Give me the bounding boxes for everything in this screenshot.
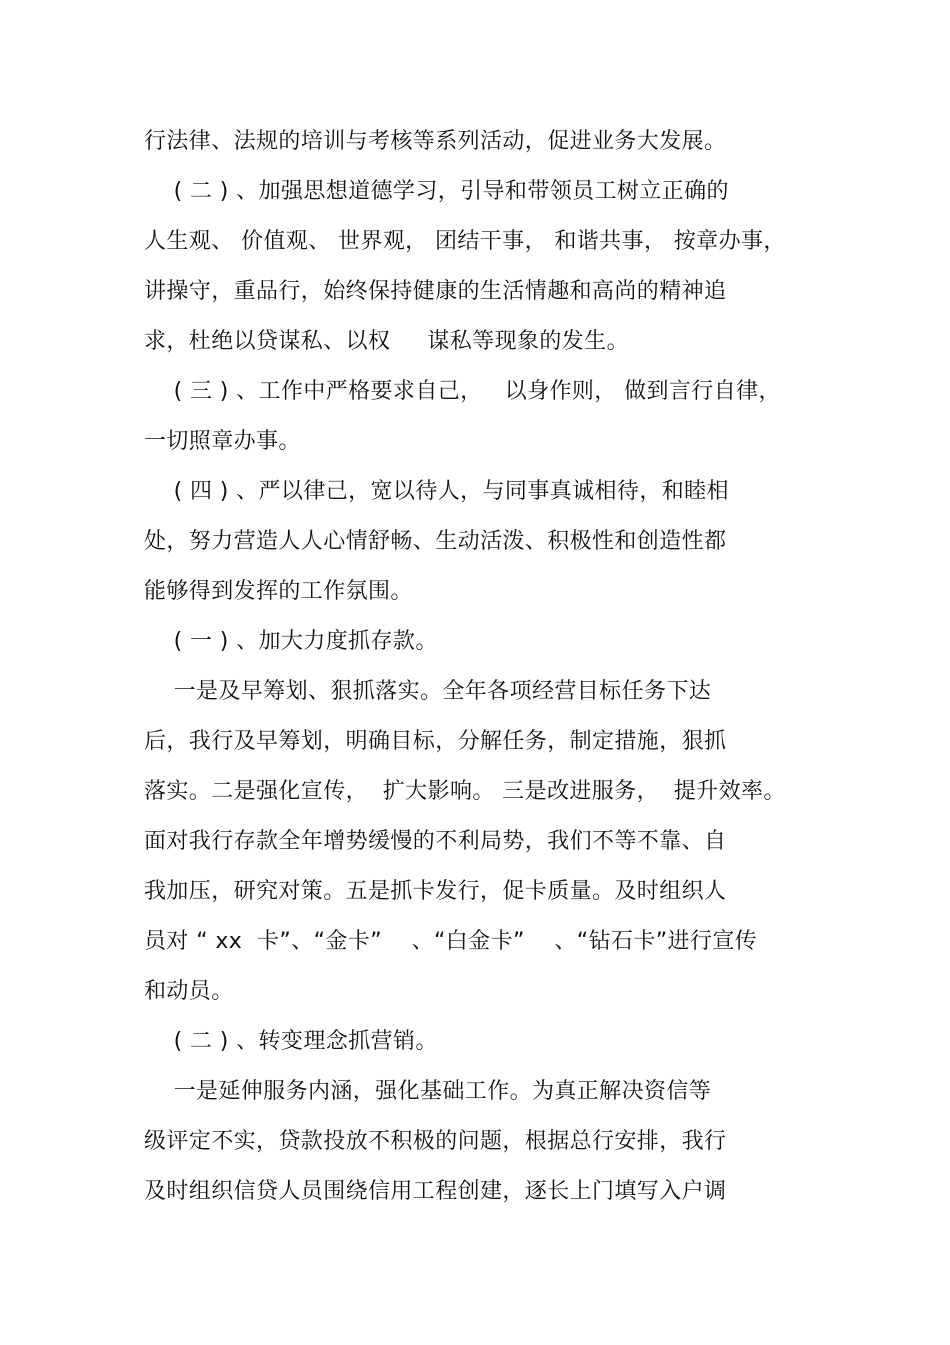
- text-line: 和动员。: [144, 979, 234, 1004]
- text-line: 级评定不实，贷款投放不积极的问题，根据总行安排，我行: [144, 1129, 727, 1154]
- text-line: ( 一 ) 、加大力度抓存款。: [144, 629, 438, 654]
- text-line: ( 二 ) 、加强思想道德学习，引导和带领员工树立正确的: [144, 179, 729, 204]
- text-line: 处，努力营造人人心情舒畅、生动活泼、积极性和创造性都: [144, 529, 727, 554]
- text-line: 求，杜绝以贷谋私、以权 谋私等现象的发生。: [144, 329, 629, 354]
- text-line: 能够得到发挥的工作氛围。: [144, 579, 413, 604]
- text-line: ( 四 ) 、严以律己，宽以待人，与同事真诚相待，和睦相: [144, 479, 729, 504]
- text-line: 一是延伸服务内涵，强化基础工作。为真正解决资信等: [144, 1079, 712, 1104]
- text-line: 人生观、 价值观、 世界观， 团结干事， 和谐共事， 按章办事，: [144, 229, 786, 254]
- text-line: ( 三 ) 、工作中严格要求自己， 以身作则， 做到言行自律，: [144, 379, 781, 404]
- text-line: 讲操守，重品行，始终保持健康的生活情趣和高尚的精神追: [144, 279, 727, 304]
- text-line: 一切照章办事。: [144, 429, 301, 454]
- text-line: 我加压，研究对策。五是抓卡发行，促卡质量。及时组织人: [144, 879, 727, 904]
- text-line: 落实。二是强化宣传， 扩大影响。 三是改进服务， 提升效率。: [144, 779, 786, 804]
- text-line: 面对我行存款全年增势缓慢的不利局势，我们不等不靠、自: [144, 829, 727, 854]
- text-line: 员对 “ xx 卡”、“金卡” 、“白金卡” 、“钻石卡”进行宣传: [144, 929, 758, 954]
- text-line: 及时组织信贷人员围绕信用工程创建，逐长上门填写入户调: [144, 1179, 727, 1204]
- text-line: 行法律、法规的培训与考核等系列活动，促进业务大发展。: [144, 129, 727, 154]
- text-line: 后，我行及早筹划，明确目标，分解任务，制定措施，狠抓: [144, 729, 727, 754]
- text-line: ( 二 ) 、转变理念抓营销。: [144, 1029, 438, 1054]
- text-line: 一是及早筹划、狠抓落实。全年各项经营目标任务下达: [144, 679, 712, 704]
